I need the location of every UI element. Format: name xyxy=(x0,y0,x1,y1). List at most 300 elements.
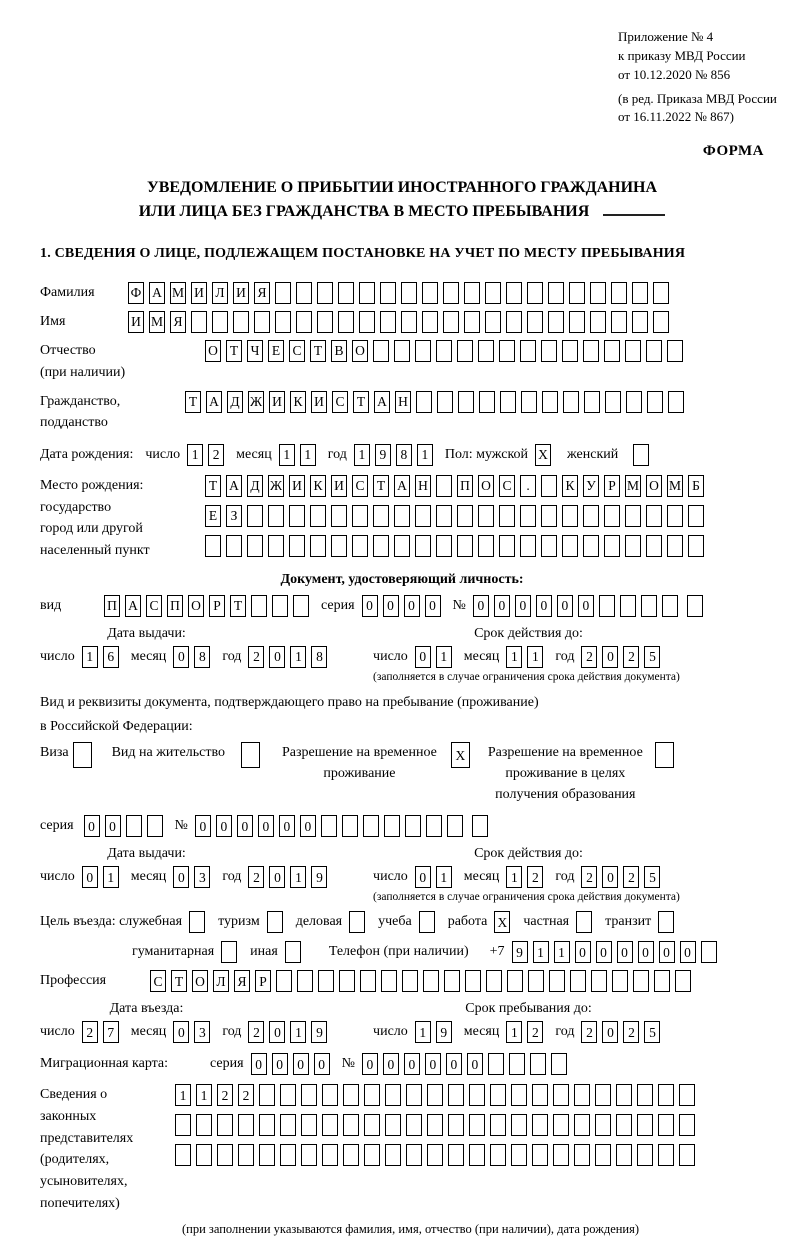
form-cell[interactable] xyxy=(289,535,305,557)
form-cell[interactable] xyxy=(490,1084,506,1106)
form-cell[interactable] xyxy=(259,1114,275,1136)
form-cell[interactable]: 0 xyxy=(269,1021,285,1043)
form-cell[interactable]: 0 xyxy=(82,866,98,888)
form-cell[interactable]: 1 xyxy=(290,866,306,888)
form-cell[interactable]: Н xyxy=(415,475,431,497)
form-cell[interactable] xyxy=(373,505,389,527)
form-cell[interactable] xyxy=(352,505,368,527)
form-cell[interactable] xyxy=(465,970,481,992)
form-cell[interactable]: 1 xyxy=(506,1021,522,1043)
form-cell[interactable]: А xyxy=(125,595,141,617)
form-cell[interactable] xyxy=(343,1144,359,1166)
form-cell[interactable] xyxy=(654,970,670,992)
form-cell[interactable] xyxy=(604,340,620,362)
form-cell[interactable]: 2 xyxy=(238,1084,254,1106)
form-cell[interactable]: 0 xyxy=(680,941,696,963)
form-cell[interactable] xyxy=(419,911,435,933)
form-cell[interactable]: В xyxy=(331,340,347,362)
form-cell[interactable] xyxy=(583,535,599,557)
form-cell[interactable] xyxy=(583,505,599,527)
form-cell[interactable]: С xyxy=(499,475,515,497)
form-cell[interactable] xyxy=(310,505,326,527)
form-cell[interactable] xyxy=(427,1114,443,1136)
form-cell[interactable]: Т xyxy=(353,391,369,413)
form-cell[interactable]: У xyxy=(583,475,599,497)
form-cell[interactable] xyxy=(448,1084,464,1106)
form-cell[interactable]: 0 xyxy=(446,1053,462,1075)
form-cell[interactable] xyxy=(563,391,579,413)
form-cell[interactable] xyxy=(679,1084,695,1106)
form-cell[interactable]: 1 xyxy=(82,646,98,668)
form-cell[interactable]: 9 xyxy=(375,444,391,466)
form-cell[interactable] xyxy=(339,970,355,992)
form-cell[interactable] xyxy=(415,535,431,557)
form-cell[interactable]: 0 xyxy=(272,1053,288,1075)
form-cell[interactable]: 0 xyxy=(494,595,510,617)
form-cell[interactable] xyxy=(394,505,410,527)
form-cell[interactable] xyxy=(317,282,333,304)
form-cell[interactable]: П xyxy=(104,595,120,617)
form-cell[interactable]: . xyxy=(520,475,536,497)
form-cell[interactable] xyxy=(338,311,354,333)
form-cell[interactable] xyxy=(472,815,488,837)
form-cell[interactable] xyxy=(352,535,368,557)
form-cell[interactable] xyxy=(520,535,536,557)
form-cell[interactable]: И xyxy=(128,311,144,333)
form-cell[interactable]: 0 xyxy=(602,866,618,888)
form-cell[interactable] xyxy=(272,595,288,617)
form-cell[interactable]: 8 xyxy=(396,444,412,466)
form-cell[interactable] xyxy=(485,282,501,304)
form-cell[interactable] xyxy=(247,505,263,527)
form-cell[interactable] xyxy=(416,391,432,413)
form-cell[interactable] xyxy=(620,595,636,617)
form-cell[interactable]: Н xyxy=(395,391,411,413)
form-cell[interactable] xyxy=(285,941,301,963)
form-cell[interactable]: 2 xyxy=(581,1021,597,1043)
form-cell[interactable] xyxy=(574,1114,590,1136)
form-cell[interactable]: О xyxy=(192,970,208,992)
form-cell[interactable] xyxy=(436,535,452,557)
form-cell[interactable] xyxy=(205,535,221,557)
form-cell[interactable] xyxy=(574,1084,590,1106)
form-cell[interactable] xyxy=(406,1114,422,1136)
form-cell[interactable] xyxy=(401,311,417,333)
form-cell[interactable] xyxy=(478,535,494,557)
form-cell[interactable] xyxy=(532,1144,548,1166)
form-cell[interactable] xyxy=(226,535,242,557)
form-cell[interactable] xyxy=(511,1084,527,1106)
form-cell[interactable] xyxy=(301,1144,317,1166)
form-cell[interactable] xyxy=(688,505,704,527)
form-cell[interactable]: 1 xyxy=(354,444,370,466)
form-cell[interactable] xyxy=(380,311,396,333)
form-cell[interactable] xyxy=(616,1084,632,1106)
form-cell[interactable]: 0 xyxy=(536,595,552,617)
form-cell[interactable] xyxy=(73,742,92,768)
form-cell[interactable] xyxy=(667,340,683,362)
form-cell[interactable] xyxy=(331,535,347,557)
form-cell[interactable] xyxy=(667,505,683,527)
form-cell[interactable] xyxy=(527,311,543,333)
form-cell[interactable] xyxy=(259,1144,275,1166)
form-cell[interactable]: 8 xyxy=(194,646,210,668)
form-cell[interactable]: 2 xyxy=(248,646,264,668)
form-cell[interactable]: 0 xyxy=(173,646,189,668)
form-cell[interactable]: 1 xyxy=(290,646,306,668)
form-cell[interactable]: 0 xyxy=(362,1053,378,1075)
form-cell[interactable]: 0 xyxy=(415,646,431,668)
form-cell[interactable]: 1 xyxy=(506,866,522,888)
form-cell[interactable]: 0 xyxy=(404,1053,420,1075)
form-cell[interactable]: Л xyxy=(213,970,229,992)
form-cell[interactable] xyxy=(380,282,396,304)
form-cell[interactable] xyxy=(590,282,606,304)
form-cell[interactable] xyxy=(653,282,669,304)
form-cell[interactable] xyxy=(520,505,536,527)
form-cell[interactable]: 1 xyxy=(175,1084,191,1106)
form-cell[interactable] xyxy=(541,475,557,497)
form-cell[interactable]: 1 xyxy=(554,941,570,963)
form-cell[interactable]: 2 xyxy=(623,646,639,668)
form-cell[interactable] xyxy=(444,970,460,992)
form-cell[interactable] xyxy=(423,970,439,992)
form-cell[interactable] xyxy=(667,535,683,557)
form-cell[interactable]: 0 xyxy=(404,595,420,617)
form-cell[interactable] xyxy=(447,815,463,837)
form-cell[interactable] xyxy=(490,1144,506,1166)
form-cell[interactable]: 0 xyxy=(279,815,295,837)
form-cell[interactable] xyxy=(217,1114,233,1136)
form-cell[interactable]: Я xyxy=(170,311,186,333)
form-cell[interactable] xyxy=(385,1084,401,1106)
form-cell[interactable]: 0 xyxy=(425,1053,441,1075)
form-cell[interactable] xyxy=(385,1144,401,1166)
form-cell[interactable] xyxy=(322,1084,338,1106)
form-cell[interactable]: 2 xyxy=(623,1021,639,1043)
form-cell[interactable] xyxy=(280,1084,296,1106)
form-cell[interactable] xyxy=(457,535,473,557)
form-cell[interactable] xyxy=(611,282,627,304)
form-cell[interactable]: 2 xyxy=(82,1021,98,1043)
form-cell[interactable] xyxy=(394,535,410,557)
form-cell[interactable] xyxy=(576,911,592,933)
form-cell[interactable] xyxy=(569,282,585,304)
form-cell[interactable] xyxy=(530,1053,546,1075)
form-cell[interactable] xyxy=(562,505,578,527)
form-cell[interactable]: 5 xyxy=(644,646,660,668)
form-cell[interactable] xyxy=(633,970,649,992)
form-cell[interactable] xyxy=(574,1144,590,1166)
form-cell[interactable]: А xyxy=(394,475,410,497)
form-cell[interactable]: 2 xyxy=(208,444,224,466)
form-cell[interactable]: 0 xyxy=(195,815,211,837)
form-cell[interactable]: 0 xyxy=(602,646,618,668)
form-cell[interactable] xyxy=(469,1114,485,1136)
form-cell[interactable] xyxy=(436,505,452,527)
form-cell[interactable]: 5 xyxy=(644,866,660,888)
form-cell[interactable]: 1 xyxy=(436,866,452,888)
form-cell[interactable] xyxy=(364,1084,380,1106)
form-cell[interactable] xyxy=(373,535,389,557)
form-cell[interactable] xyxy=(322,1114,338,1136)
form-cell[interactable]: 2 xyxy=(581,646,597,668)
form-cell[interactable]: Я xyxy=(254,282,270,304)
form-cell[interactable]: 0 xyxy=(173,866,189,888)
form-cell[interactable] xyxy=(541,535,557,557)
form-cell[interactable] xyxy=(175,1114,191,1136)
form-cell[interactable] xyxy=(415,505,431,527)
form-cell[interactable]: Е xyxy=(205,505,221,527)
form-cell[interactable]: 0 xyxy=(473,595,489,617)
form-cell[interactable] xyxy=(527,282,543,304)
form-cell[interactable] xyxy=(590,311,606,333)
form-cell[interactable] xyxy=(479,391,495,413)
form-cell[interactable]: Т xyxy=(205,475,221,497)
form-cell[interactable] xyxy=(541,340,557,362)
form-cell[interactable] xyxy=(478,505,494,527)
form-cell[interactable]: Т xyxy=(226,340,242,362)
form-cell[interactable] xyxy=(360,970,376,992)
form-cell[interactable] xyxy=(637,1114,653,1136)
form-cell[interactable] xyxy=(457,505,473,527)
form-cell[interactable] xyxy=(221,941,237,963)
form-cell[interactable] xyxy=(542,391,558,413)
form-cell[interactable] xyxy=(641,595,657,617)
form-cell[interactable]: X xyxy=(494,911,510,933)
form-cell[interactable] xyxy=(562,535,578,557)
form-cell[interactable] xyxy=(688,535,704,557)
form-cell[interactable] xyxy=(521,391,537,413)
form-cell[interactable] xyxy=(196,1144,212,1166)
form-cell[interactable] xyxy=(280,1114,296,1136)
form-cell[interactable] xyxy=(499,340,515,362)
form-cell[interactable]: 0 xyxy=(578,595,594,617)
form-cell[interactable] xyxy=(443,282,459,304)
form-cell[interactable] xyxy=(625,340,641,362)
form-cell[interactable] xyxy=(551,1053,567,1075)
form-cell[interactable]: 1 xyxy=(300,444,316,466)
form-cell[interactable]: 0 xyxy=(258,815,274,837)
form-cell[interactable] xyxy=(570,970,586,992)
form-cell[interactable] xyxy=(381,970,397,992)
form-cell[interactable]: Ж xyxy=(268,475,284,497)
form-cell[interactable] xyxy=(322,1144,338,1166)
form-cell[interactable] xyxy=(318,970,334,992)
form-cell[interactable] xyxy=(646,535,662,557)
form-cell[interactable]: А xyxy=(149,282,165,304)
form-cell[interactable]: М xyxy=(625,475,641,497)
form-cell[interactable] xyxy=(595,1114,611,1136)
form-cell[interactable] xyxy=(343,1114,359,1136)
form-cell[interactable]: 0 xyxy=(596,941,612,963)
form-cell[interactable]: 0 xyxy=(383,595,399,617)
form-cell[interactable] xyxy=(616,1144,632,1166)
form-cell[interactable] xyxy=(280,1144,296,1166)
form-cell[interactable] xyxy=(511,1144,527,1166)
form-cell[interactable] xyxy=(499,505,515,527)
form-cell[interactable] xyxy=(625,505,641,527)
form-cell[interactable]: 1 xyxy=(187,444,203,466)
form-cell[interactable]: И xyxy=(289,475,305,497)
form-cell[interactable] xyxy=(507,970,523,992)
form-cell[interactable]: И xyxy=(233,282,249,304)
form-cell[interactable]: К xyxy=(562,475,578,497)
form-cell[interactable] xyxy=(528,970,544,992)
form-cell[interactable]: И xyxy=(331,475,347,497)
form-cell[interactable]: П xyxy=(457,475,473,497)
form-cell[interactable] xyxy=(591,970,607,992)
form-cell[interactable] xyxy=(701,941,717,963)
form-cell[interactable]: С xyxy=(332,391,348,413)
form-cell[interactable]: 8 xyxy=(311,646,327,668)
form-cell[interactable]: П xyxy=(167,595,183,617)
form-cell[interactable]: О xyxy=(205,340,221,362)
form-cell[interactable] xyxy=(532,1084,548,1106)
form-cell[interactable] xyxy=(212,311,228,333)
form-cell[interactable] xyxy=(406,1144,422,1166)
form-cell[interactable]: М xyxy=(149,311,165,333)
form-cell[interactable]: 0 xyxy=(251,1053,267,1075)
form-cell[interactable]: 0 xyxy=(557,595,573,617)
form-cell[interactable]: 1 xyxy=(103,866,119,888)
form-cell[interactable] xyxy=(499,535,515,557)
form-cell[interactable] xyxy=(548,282,564,304)
form-cell[interactable] xyxy=(520,340,536,362)
form-cell[interactable]: 1 xyxy=(290,1021,306,1043)
form-cell[interactable] xyxy=(259,1084,275,1106)
form-cell[interactable]: Д xyxy=(227,391,243,413)
form-cell[interactable]: 0 xyxy=(173,1021,189,1043)
form-cell[interactable] xyxy=(668,391,684,413)
form-cell[interactable]: 0 xyxy=(314,1053,330,1075)
form-cell[interactable] xyxy=(405,815,421,837)
form-cell[interactable] xyxy=(646,505,662,527)
form-cell[interactable] xyxy=(500,391,516,413)
form-cell[interactable] xyxy=(342,815,358,837)
form-cell[interactable] xyxy=(632,311,648,333)
form-cell[interactable] xyxy=(653,311,669,333)
form-cell[interactable] xyxy=(247,535,263,557)
form-cell[interactable]: 9 xyxy=(311,866,327,888)
form-cell[interactable] xyxy=(338,282,354,304)
form-cell[interactable]: С xyxy=(352,475,368,497)
form-cell[interactable] xyxy=(422,282,438,304)
form-cell[interactable]: И xyxy=(311,391,327,413)
form-cell[interactable] xyxy=(604,505,620,527)
form-cell[interactable] xyxy=(655,742,674,768)
form-cell[interactable] xyxy=(562,340,578,362)
form-cell[interactable]: 5 xyxy=(644,1021,660,1043)
form-cell[interactable]: X xyxy=(451,742,470,768)
form-cell[interactable] xyxy=(415,340,431,362)
form-cell[interactable]: Т xyxy=(230,595,246,617)
form-cell[interactable] xyxy=(437,391,453,413)
form-cell[interactable]: 0 xyxy=(383,1053,399,1075)
form-cell[interactable]: 1 xyxy=(533,941,549,963)
form-cell[interactable] xyxy=(569,311,585,333)
form-cell[interactable] xyxy=(241,742,260,768)
form-cell[interactable]: О xyxy=(478,475,494,497)
form-cell[interactable]: К xyxy=(290,391,306,413)
form-cell[interactable] xyxy=(147,815,163,837)
form-cell[interactable] xyxy=(359,282,375,304)
form-cell[interactable]: X xyxy=(535,444,551,466)
form-cell[interactable] xyxy=(436,475,452,497)
form-cell[interactable]: Т xyxy=(185,391,201,413)
form-cell[interactable] xyxy=(317,311,333,333)
form-cell[interactable]: 2 xyxy=(527,866,543,888)
form-cell[interactable]: Д xyxy=(247,475,263,497)
form-cell[interactable] xyxy=(469,1084,485,1106)
form-cell[interactable] xyxy=(443,311,459,333)
form-cell[interactable]: 0 xyxy=(659,941,675,963)
form-cell[interactable] xyxy=(427,1144,443,1166)
form-cell[interactable] xyxy=(401,282,417,304)
form-cell[interactable] xyxy=(343,1084,359,1106)
form-cell[interactable] xyxy=(238,1114,254,1136)
form-cell[interactable] xyxy=(364,1114,380,1136)
form-cell[interactable] xyxy=(612,970,628,992)
form-cell[interactable] xyxy=(296,282,312,304)
form-cell[interactable] xyxy=(553,1144,569,1166)
form-cell[interactable] xyxy=(675,970,691,992)
form-cell[interactable] xyxy=(268,535,284,557)
form-cell[interactable]: Ж xyxy=(248,391,264,413)
form-cell[interactable]: Т xyxy=(373,475,389,497)
form-cell[interactable] xyxy=(457,340,473,362)
form-cell[interactable] xyxy=(406,1084,422,1106)
form-cell[interactable]: 2 xyxy=(623,866,639,888)
form-cell[interactable] xyxy=(448,1114,464,1136)
form-cell[interactable]: 2 xyxy=(248,866,264,888)
form-cell[interactable]: 2 xyxy=(581,866,597,888)
form-cell[interactable]: 0 xyxy=(602,1021,618,1043)
form-cell[interactable] xyxy=(436,340,452,362)
form-cell[interactable] xyxy=(583,340,599,362)
form-cell[interactable] xyxy=(658,1084,674,1106)
form-cell[interactable]: 0 xyxy=(415,866,431,888)
form-cell[interactable] xyxy=(549,970,565,992)
form-cell[interactable] xyxy=(321,815,337,837)
form-cell[interactable] xyxy=(553,1114,569,1136)
form-cell[interactable] xyxy=(310,535,326,557)
form-cell[interactable]: 2 xyxy=(217,1084,233,1106)
form-cell[interactable] xyxy=(331,505,347,527)
form-cell[interactable] xyxy=(464,282,480,304)
form-cell[interactable]: 3 xyxy=(194,1021,210,1043)
form-cell[interactable]: 3 xyxy=(194,866,210,888)
form-cell[interactable] xyxy=(364,1144,380,1166)
form-cell[interactable] xyxy=(373,340,389,362)
form-cell[interactable]: 0 xyxy=(237,815,253,837)
form-cell[interactable]: Е xyxy=(268,340,284,362)
form-cell[interactable] xyxy=(238,1144,254,1166)
form-cell[interactable]: 1 xyxy=(279,444,295,466)
form-cell[interactable] xyxy=(637,1144,653,1166)
form-cell[interactable] xyxy=(658,1144,674,1166)
form-cell[interactable] xyxy=(349,911,365,933)
form-cell[interactable]: 1 xyxy=(415,1021,431,1043)
form-cell[interactable]: К xyxy=(310,475,326,497)
form-cell[interactable] xyxy=(267,911,283,933)
form-cell[interactable] xyxy=(394,340,410,362)
form-cell[interactable] xyxy=(458,391,474,413)
form-cell[interactable]: О xyxy=(188,595,204,617)
form-cell[interactable]: 0 xyxy=(84,815,100,837)
form-cell[interactable] xyxy=(268,505,284,527)
form-cell[interactable] xyxy=(633,444,649,466)
